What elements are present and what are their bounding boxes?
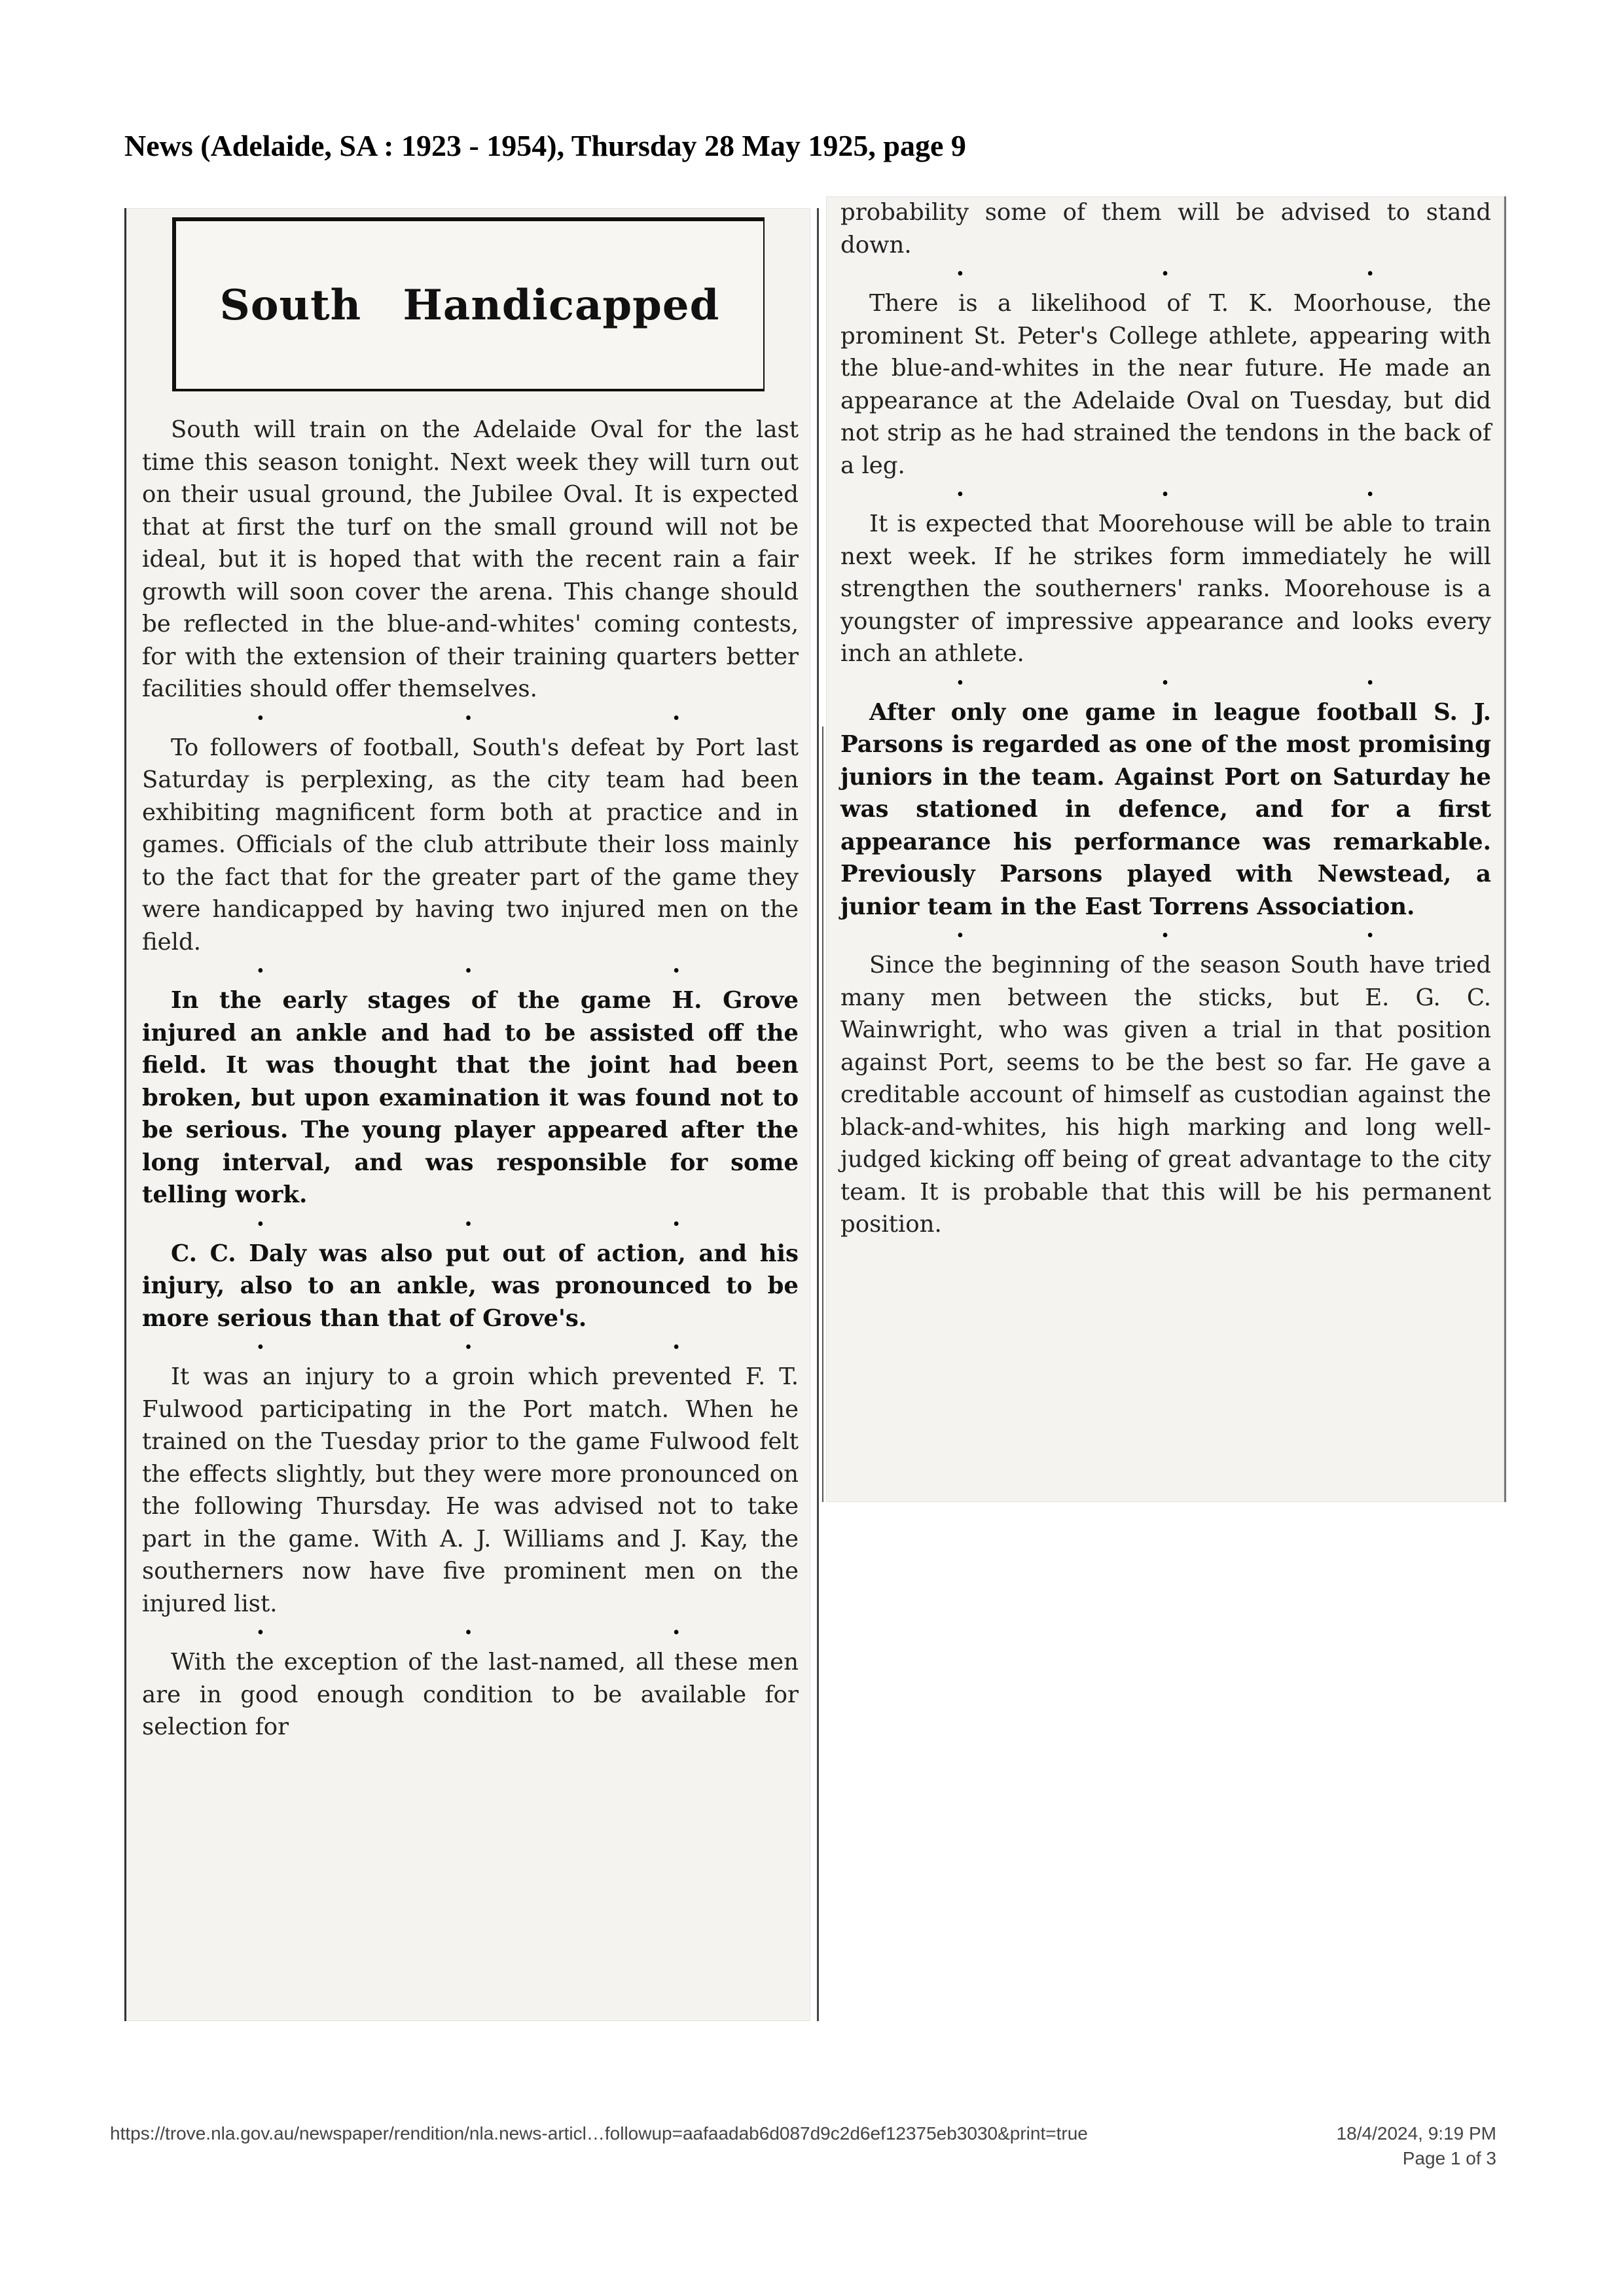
- footer-url[interactable]: https://trove.nla.gov.au/newspaper/rendition/nla.news-articl…followup=aafaadab6d087d9c2d6ef12375eb3030&print=true: [110, 2123, 1088, 2144]
- article-paragraph: In the early stages of the game H. Grove injured an ankle and had to be assisted off the field. It was thought that the joint had been broken, but upon examination it was found not to be serious. The young player appeared after the long interval, and was responsible for some telling work.: [142, 987, 799, 1208]
- separator-dot: •: [673, 961, 679, 981]
- page-title: News (Adelaide, SA : 1923 - 1954), Thursday 28 May 1925, page 9: [124, 129, 966, 162]
- section-separator: [826, 482, 1504, 508]
- article-paragraph: probability some of them will be advised to stand down.: [840, 199, 1491, 259]
- separator-dot: •: [465, 1337, 472, 1357]
- separator-dot: •: [1162, 264, 1168, 284]
- separator-dot: •: [257, 961, 264, 981]
- footer-datetime: 18/4/2024, 9:19 PM: [1336, 2123, 1496, 2144]
- separator-dot: •: [257, 1337, 264, 1357]
- section-separator: [126, 958, 810, 984]
- section-separator: [126, 1620, 810, 1646]
- article-paragraph: It is expected that Moorehouse will be able to train next week. If he strikes form immediately he will strengthen the southerners' ranks. Moorehouse is a youngster of impressive appearance and looks every inch an athlete.: [840, 511, 1491, 667]
- separator-dot: •: [673, 708, 679, 728]
- separator-dot: •: [1367, 484, 1373, 505]
- separator-dot: •: [257, 1213, 264, 1234]
- separator-dot: •: [465, 1213, 472, 1234]
- separator-dot: •: [1367, 264, 1373, 284]
- separator-dot: •: [957, 484, 964, 505]
- footer-page-count: Page 1 of 3: [1402, 2148, 1496, 2168]
- section-separator: [826, 261, 1504, 287]
- section-separator: [826, 923, 1504, 949]
- section-separator: [126, 1211, 810, 1238]
- separator-dot: •: [1162, 672, 1168, 693]
- article-headline: South Handicapped: [219, 280, 720, 330]
- section-separator: [126, 706, 810, 732]
- separator-dot: •: [465, 961, 472, 981]
- separator-dot: •: [673, 1337, 679, 1357]
- separator-dot: •: [673, 1213, 679, 1234]
- separator-dot: •: [1162, 925, 1168, 946]
- separator-dot: •: [1367, 672, 1373, 693]
- article-column-right: [826, 196, 1506, 1502]
- article-paragraph: It was an injury to a groin which prevented F. T. Fulwood participating in the Port match. When he trained on the Tuesday prior to the game Fulwood felt the effects slightly, but they were more pronounced on the following Thursday. He was advised not to take part in the game. With A. J. Williams and J. Kay, the southerners now have five prominent men on the injured list.: [142, 1363, 799, 1617]
- section-separator: [126, 1335, 810, 1361]
- separator-dot: •: [465, 1623, 472, 1643]
- headline-box: [172, 217, 765, 391]
- article-paragraph: There is a likelihood of T. K. Moorhouse, the prominent St. Peter's College athlete, appearing with the blue-and-whites in the near future. He made an appearance at the Adelaide Oval on Tuesday, but did not strip as he had strained the tendons in the back of a leg.: [840, 290, 1491, 479]
- article-paragraph: South will train on the Adelaide Oval for the last time this season tonight. Next week they will turn out on their usual ground, the Jubilee Oval. It is expected that at first the turf on the small ground will not be ideal, but it is hoped that with the recent rain a fair growth will soon cover the arena. This change should be reflected in the blue-and-whites' coming contests, for with the extension of their training quarters better facilities should offer themselves.: [142, 416, 799, 702]
- section-separator: [826, 670, 1504, 696]
- separator-dot: •: [957, 672, 964, 693]
- article-paragraph: Since the beginning of the season South have tried many men between the sticks, but E. G. C. Wainwright, who was given a trial in that position against Port, seems to be the best so far. He gave a creditable account of himself as custodian against the black-and-whites, his high marking and long well-judged kicking off being of great advantage to the city team. It is probable that this will be his permanent position.: [840, 952, 1491, 1238]
- column-rule: [822, 726, 823, 1502]
- separator-dot: •: [465, 708, 472, 728]
- column-rule: [817, 208, 819, 2021]
- article-paragraph: After only one game in league football S. J. Parsons is regarded as one of the most promising juniors in the team. Against Port on Saturday he was stationed in defence, and for a first appearance his performance was remarkable. Previously Parsons played with Newstead, a junior team in the East Torrens Association.: [840, 698, 1491, 920]
- separator-dot: •: [1162, 484, 1168, 505]
- separator-dot: •: [1367, 925, 1373, 946]
- separator-dot: •: [957, 264, 964, 284]
- separator-dot: •: [673, 1623, 679, 1643]
- article-paragraph: To followers of football, South's defeat by Port last Saturday is perplexing, as the city team had been exhibiting magnificent form both at practice and in games. Officials of the club attribute their loss mainly to the fact that for the greater part of the game they were handicapped by having two injured men on the field.: [142, 734, 799, 956]
- article-column-left: [124, 208, 810, 2021]
- article-paragraph: With the exception of the last-named, all these men are in good enough condition to be available for selection for: [142, 1649, 799, 1740]
- separator-dot: •: [957, 925, 964, 946]
- article-paragraph: C. C. Daly was also put out of action, and his injury, also to an ankle, was pronounced to be more serious than that of Grove's.: [142, 1240, 799, 1332]
- separator-dot: •: [257, 1623, 264, 1643]
- separator-dot: •: [257, 708, 264, 728]
